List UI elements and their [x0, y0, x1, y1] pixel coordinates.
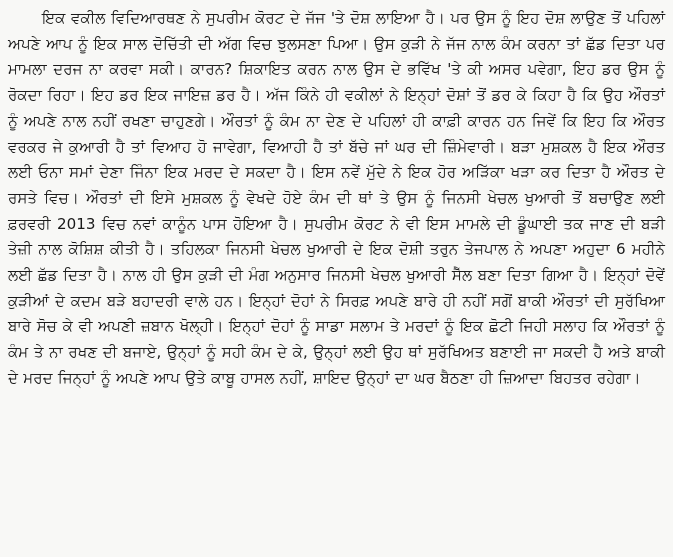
article-body: ਇਕ ਵਕੀਲ ਵਿਦਿਆਰਥਣ ਨੇ ਸੁਪਰੀਮ ਕੋਰਟ ਦੇ ਜੱਜ 'ਤੇ ਦੋਸ਼ ਲਾਇਆ ਹੈ। ਪਰ ਉਸ ਨੂੰ ਇਹ ਦੋਸ਼ ਲਾਉਣ ਤੋਂ ਪਹਿਲਾਂ ਅਪਣੇ ਆਪ ਨੂੰ ਇਕ ਸਾਲ ਦੋਚਿੱਤੀ ਦੀ ਅੱਗ ਵਿਚ ਝੁਲਸਣਾ ਪਿਆ। ਉਸ ਕੁੜੀ ਨੇ ਜੱਜ ਨਾਲ ਕੰਮ ਕਰਨਾ ਤਾਂ ਛੱਡ ਦਿਤਾ ਪਰ ਮਾਮਲਾ ਦਰਜ ਨਾ ਕਰਵਾ ਸਕੀ। ਕਾਰਨ? ਸ਼ਿਕਾਇਤ ਕਰਨ ਨਾਲ ਉਸ ਦੇ ਭਵਿੱਖ 'ਤੇ ਕੀ ਅਸਰ ਪਵੇਗਾ, ਇਹ ਡਰ ਉਸ ਨੂੰ ਰੋਕਦਾ ਰਿਹਾ। ਇਹ ਡਰ ਇਕ ਜਾਇਜ਼ ਡਰ ਹੈ। ਅੱਜ ਕਿੰਨੇ ਹੀ ਵਕੀਲਾਂ ਨੇ ਇਨ੍ਹਾਂ ਦੋਸ਼ਾਂ ਤੋਂ ਡਰ ਕੇ ਕਿਹਾ ਹੈ ਕਿ ਉਹ ਔਰਤਾਂ ਨੂੰ ਅਪਣੇ ਨਾਲ ਨਹੀਂ ਰਖਣਾ ਚਾਹੁਣਗੇ। ਔਰਤਾਂ ਨੂੰ ਕੰਮ ਨਾ ਦੇਣ ਦੇ ਪਹਿਲਾਂ ਹੀ ਕਾਫ਼ੀ ਕਾਰਨ ਹਨ ਜਿਵੇਂ ਕਿ ਇਹ ਕਿ ਔਰਤ ਵਰਕਰ ਜੇ ਕੁਆਰੀ ਹੈ ਤਾਂ ਵਿਆਹ ਹੋ ਜਾਵੇਗਾ, ਵਿਆਹੀ ਹੈ ਤਾਂ ਬੱਚੇ ਜਾਂ ਘਰ ਦੀ ਜ਼ਿੰਮੇਵਾਰੀ। ਬੜਾ ਮੁਸ਼ਕਲ ਹੈ ਇਕ ਔਰਤ ਲਈ ਓਨਾ ਸਮਾਂ ਦੇਣਾ ਜਿੰਨਾ ਇਕ ਮਰਦ ਦੇ ਸਕਦਾ ਹੈ। ਇਸ ਨਵੇਂ ਮੁੱਦੇ ਨੇ ਇਕ ਹੋਰ ਅੜਿੱਕਾ ਖੜਾ ਕਰ ਦਿਤਾ ਹੈ ਔਰਤ ਦੇ ਰਸਤੇ ਵਿਚ। ਔਰਤਾਂ ਦੀ ਇਸੇ ਮੁਸ਼ਕਲ ਨੂੰ ਵੇਖਦੇ ਹੋਏ ਕੰਮ ਦੀ ਥਾਂ ਤੇ ਉਸ ਨੂੰ ਜਿਨਸੀ ਖੇਚਲ ਖੁਆਰੀ ਤੋਂ ਬਚਾਉਣ ਲਈ ਫ਼ਰਵਰੀ 2013 ਵਿਚ ਨਵਾਂ ਕਾਨੂੰਨ ਪਾਸ ਹੋਇਆ ਹੈ। ਸੁਪਰੀਮ ਕੋਰਟ ਨੇ ਵੀ ਇਸ ਮਾਮਲੇ ਦੀ ਡੂੰਘਾਈ ਤਕ ਜਾਣ ਦੀ ਬੜੀ ਤੇਜ਼ੀ ਨਾਲ ਕੋਸ਼ਿਸ਼ ਕੀਤੀ ਹੈ। ਤਹਿਲਕਾ ਜਿਨਸੀ ਖੇਚਲ ਖੁਆਰੀ ਦੇ ਇਕ ਦੋਸ਼ੀ ਤਰੁਨ ਤੇਜਪਾਲ ਨੇ ਅਪਣਾ ਅਹੁਦਾ 6 ਮਹੀਨੇ ਲਈ ਛੱਡ ਦਿਤਾ ਹੈ। ਨਾਲ ਹੀ ਉਸ ਕੁੜੀ ਦੀ ਮੰਗ ਅਨੁਸਾਰ ਜਿਨਸੀ ਖੇਚਲ ਖੁਆਰੀ ਸੈੱਲ ਬਣਾ ਦਿਤਾ ਗਿਆ ਹੈ। ਇਨ੍ਹਾਂ ਦੋਵੇਂ ਕੁੜੀਆਂ ਦੇ ਕਦਮ ਬੜੇ ਬਹਾਦਰੀ ਵਾਲੇ ਹਨ। ਇਨ੍ਹਾਂ ਦੋਹਾਂ ਨੇ ਸਿਰਫ਼ ਅਪਣੇ ਬਾਰੇ ਹੀ ਨਹੀਂ ਸਗੋਂ ਬਾਕੀ ਔਰਤਾਂ ਦੀ ਸੁਰੱਖਿਆ ਬਾਰੇ ਸੋਚ ਕੇ ਵੀ ਅਪਣੀ ਜ਼ਬਾਨ ਖੋਲ੍ਹੀ। ਇਨ੍ਹਾਂ ਦੋਹਾਂ ਨੂੰ ਸਾਡਾ ਸਲਾਮ ਤੇ ਮਰਦਾਂ ਨੂੰ ਇਕ ਛੋਟੀ ਜਿਹੀ ਸਲਾਹ ਕਿ ਔਰਤਾਂ ਨੂੰ ਕੰਮ ਤੇ ਨਾ ਰਖਣ ਦੀ ਬਜਾਏ, ਉਨ੍ਹਾਂ ਨੂੰ ਸਹੀ ਕੰਮ ਦੇ ਕੇ, ਉਨ੍ਹਾਂ ਲਈ ਉਹ ਥਾਂ ਸੁਰੱਖਿਅਤ ਬਣਾਈ ਜਾ ਸਕਦੀ ਹੈ ਅਤੇ ਬਾਕੀ ਦੇ ਮਰਦ ਜਿਨ੍ਹਾਂ ਨੂੰ ਅਪਣੇ ਆਪ ਉਤੇ ਕਾਬੂ ਹਾਸਲ ਨਹੀਂ, ਸ਼ਾਇਦ ਉਨ੍ਹਾਂ ਦਾ ਘਰ ਬੈਠਣਾ ਹੀ ਜ਼ਿਆਦਾ ਬਿਹਤਰ ਰਹੇਗਾ।	[8, 9, 665, 387]
